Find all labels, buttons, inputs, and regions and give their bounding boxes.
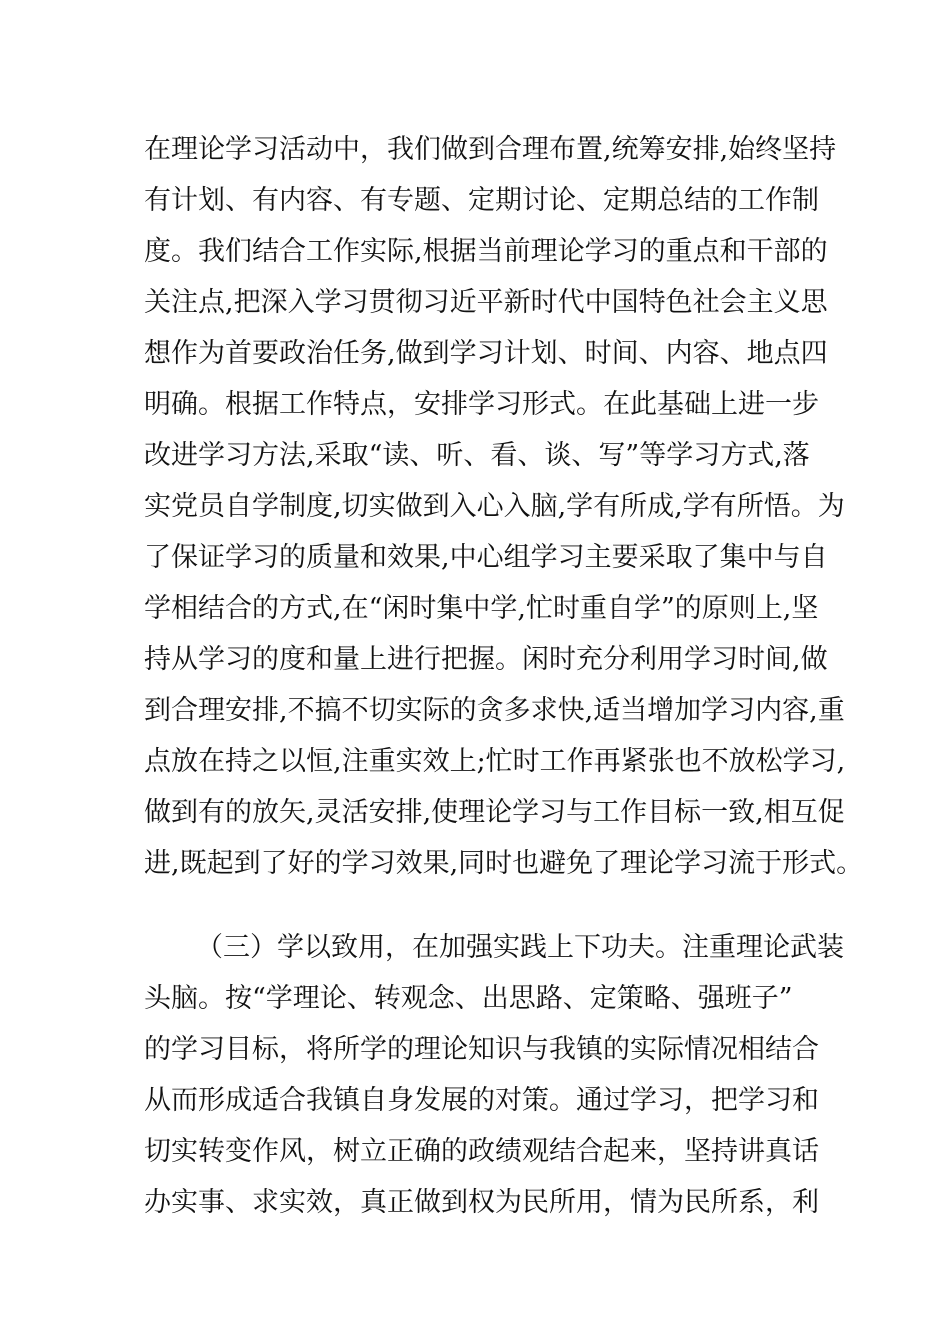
- paragraph-line: 了保证学习的质量和效果,中心组学习主要采取了集中与自: [144, 542, 828, 573]
- paragraph-line: （三）学以致用，在加强实践上下功夫。注重理论武装: [196, 932, 844, 963]
- paragraph-line: 做到有的放矢,灵活安排,使理论学习与工作目标一致,相互促: [144, 797, 845, 828]
- paragraph-line: 学相结合的方式,在“闲时集中学,忙时重自学”的原则上,坚: [144, 593, 819, 624]
- paragraph-line: 头脑。按“学理论、转观念、出思路、定策略、强班子”: [144, 983, 793, 1014]
- paragraph-line: 想作为首要政治任务,做到学习计划、时间、内容、地点四: [144, 338, 828, 369]
- paragraph-line: 改进学习方法,采取“读、听、看、谈、写”等学习方式,落: [144, 440, 810, 471]
- paragraph-line: 度。我们结合工作实际,根据当前理论学习的重点和干部的: [144, 236, 828, 267]
- paragraph-line: 实党员自学制度,切实做到入心入脑,学有所成,学有所悟。为: [144, 491, 845, 522]
- paragraph-line: 进,既起到了好的学习效果,同时也避免了理论学习流于形式。: [144, 848, 864, 879]
- paragraph-line: 明确。根据工作特点，安排学习形式。在此基础上进一步: [144, 389, 819, 420]
- paragraph-line: 到合理安排,不搞不切实际的贪多求快,适当增加学习内容,重: [144, 695, 845, 726]
- paragraph-line: 关注点,把深入学习贯彻习近平新时代中国特色社会主义思: [144, 287, 828, 318]
- paragraph-line: 办实事、求实效，真正做到权为民所用，情为民所系，利: [144, 1187, 819, 1218]
- paragraph-line: 点放在持之以恒,注重实效上;忙时工作再紧张也不放松学习,: [144, 746, 846, 777]
- paragraph-line: 在理论学习活动中，我们做到合理布置,统筹安排,始终坚持: [144, 134, 837, 165]
- paragraph-line: 的学习目标，将所学的理论知识与我镇的实际情况相结合: [144, 1034, 819, 1065]
- paragraph-line: 持从学习的度和量上进行把握。闲时充分利用学习时间,做: [144, 644, 828, 675]
- paragraph-line: 有计划、有内容、有专题、定期讨论、定期总结的工作制: [144, 185, 819, 216]
- paragraph-line: 切实转变作风，树立正确的政绩观结合起来，坚持讲真话: [144, 1136, 819, 1167]
- paragraph-line: 从而形成适合我镇自身发展的对策。通过学习，把学习和: [144, 1085, 819, 1116]
